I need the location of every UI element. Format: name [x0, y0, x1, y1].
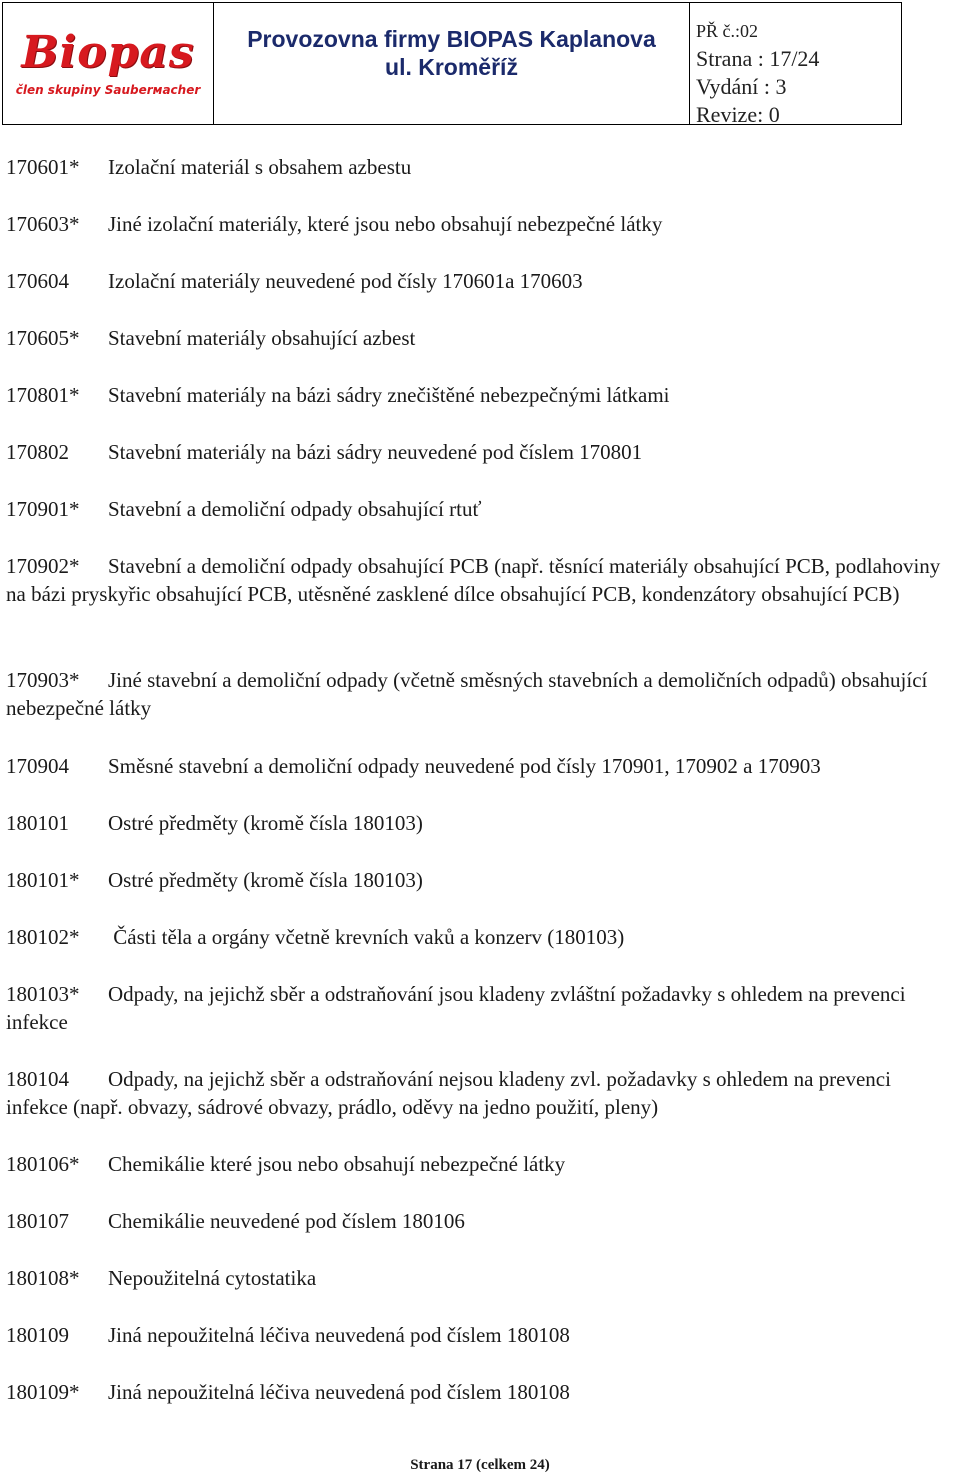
- waste-entry: [6, 210, 956, 238]
- waste-description: Chemikálie neuvedené pod číslem 180106: [108, 1209, 465, 1233]
- waste-entry: [6, 1065, 956, 1121]
- page-indicator: Strana : 17/24: [696, 46, 820, 71]
- waste-entry: [6, 1207, 956, 1235]
- header-title: [214, 3, 690, 124]
- waste-entry: [6, 1150, 956, 1178]
- waste-description: Izolační materiály neuvedené pod čísly 170601a 170603: [108, 269, 583, 293]
- waste-entry: [6, 666, 956, 722]
- waste-code: 180108*: [6, 1266, 80, 1290]
- waste-code: 170802: [6, 440, 69, 464]
- logo: [3, 3, 214, 124]
- waste-description: Stavební materiály na bázi sádry znečištěné nebezpečnými látkami: [108, 383, 670, 407]
- page-footer: Strana 17 (celkem 24): [410, 1457, 550, 1473]
- waste-code: 180103*: [6, 982, 80, 1006]
- waste-description: Jiná nepoužitelná léčiva neuvedená pod číslem 180108: [108, 1323, 570, 1347]
- waste-entry: [6, 1264, 956, 1292]
- waste-code: 180102*: [6, 925, 80, 949]
- waste-description: Stavební materiály obsahující azbest: [108, 326, 416, 350]
- waste-entry: [6, 495, 956, 523]
- waste-entry: [6, 153, 956, 181]
- waste-code: 170902*: [6, 554, 80, 578]
- waste-entry: [6, 1321, 956, 1349]
- waste-description: Ostré předměty (kromě čísla 180103): [108, 868, 423, 892]
- waste-entry: [6, 809, 956, 837]
- waste-entry: [6, 438, 956, 466]
- waste-code: 180107: [6, 1209, 69, 1233]
- waste-code: 180104: [6, 1067, 69, 1091]
- document-number: PŘ č.:02: [696, 21, 759, 41]
- waste-entry: [6, 324, 956, 352]
- waste-description: Odpady, na jejichž sběr a odstraňování jsou kladeny zvláštní požadavky s ohledem na prevenci infekce: [6, 982, 906, 1034]
- waste-code: 170604: [6, 269, 69, 293]
- waste-entry: [6, 980, 956, 1036]
- waste-description: Izolační materiál s obsahem azbestu: [108, 155, 412, 179]
- waste-entry: [6, 866, 956, 894]
- waste-description: Jiná nepoužitelná léčiva neuvedená pod číslem 180108: [108, 1380, 570, 1404]
- waste-code: 170605*: [6, 326, 80, 350]
- waste-code: 170901*: [6, 497, 80, 521]
- waste-entry: [6, 552, 956, 608]
- document-meta: [690, 3, 901, 127]
- waste-description: Jiné izolační materiály, které jsou nebo obsahují nebezpečné látky: [108, 212, 663, 236]
- waste-code: 180109: [6, 1323, 69, 1347]
- waste-code: 180109*: [6, 1380, 80, 1404]
- logo-wordmark: Biopas: [21, 26, 195, 78]
- waste-description: Nepoužitelná cytostatika: [108, 1266, 317, 1290]
- waste-code: 180101*: [6, 868, 80, 892]
- waste-description: Směsné stavební a demoliční odpady neuvedené pod čísly 170901, 170902 a 170903: [108, 754, 821, 778]
- waste-description: Stavební materiály na bázi sádry neuvedené pod číslem 170801: [108, 440, 643, 464]
- waste-description: Stavební a demoliční odpady obsahující rtuť: [108, 497, 482, 521]
- edition: Vydání : 3: [696, 74, 787, 99]
- title-line-2: ul. Kroměříž: [385, 54, 518, 80]
- waste-code: 170904: [6, 754, 69, 778]
- waste-description: Odpady, na jejichž sběr a odstraňování nejsou kladeny zvl. požadavky s ohledem na prevenci infekce (např. obvazy, sádrové obvazy, prádlo, oděvy na jedno použití, pleny): [6, 1067, 891, 1119]
- document-header: [2, 2, 902, 125]
- waste-entry: [6, 381, 956, 409]
- title-line-1: Provozovna firmy BIOPAS Kaplanova: [247, 26, 656, 52]
- waste-code: 180106*: [6, 1152, 80, 1176]
- waste-code: 180101: [6, 811, 69, 835]
- waste-description: Části těla a orgány včetně krevních vaků a konzerv (180103): [108, 925, 625, 949]
- waste-entry: [6, 752, 956, 780]
- waste-entry: [6, 1378, 956, 1406]
- waste-code: 170801*: [6, 383, 80, 407]
- waste-code: 170601*: [6, 155, 80, 179]
- revision: Revize: 0: [696, 102, 780, 127]
- waste-description: Chemikálie které jsou nebo obsahují nebezpečné látky: [108, 1152, 566, 1176]
- waste-code: 170603*: [6, 212, 80, 236]
- logo-subtitle: člen skupiny Sauberмacher: [15, 82, 201, 97]
- waste-description: Ostré předměty (kromě čísla 180103): [108, 811, 423, 835]
- waste-description: Stavební a demoliční odpady obsahující PCB (např. těsnící materiály obsahující PCB, podlahoviny na bázi pryskyřic obsahující PCB, utěsněné zasklené dílce obsahující PCB, kondenzátory obsahující PCB): [6, 554, 941, 606]
- waste-entry: [6, 923, 956, 951]
- waste-entry: [6, 267, 956, 295]
- waste-description: Jiné stavební a demoliční odpady (včetně směsných stavebních a demoličních odpadů) obsahující nebezpečné látky: [6, 668, 928, 720]
- waste-code: 170903*: [6, 668, 80, 692]
